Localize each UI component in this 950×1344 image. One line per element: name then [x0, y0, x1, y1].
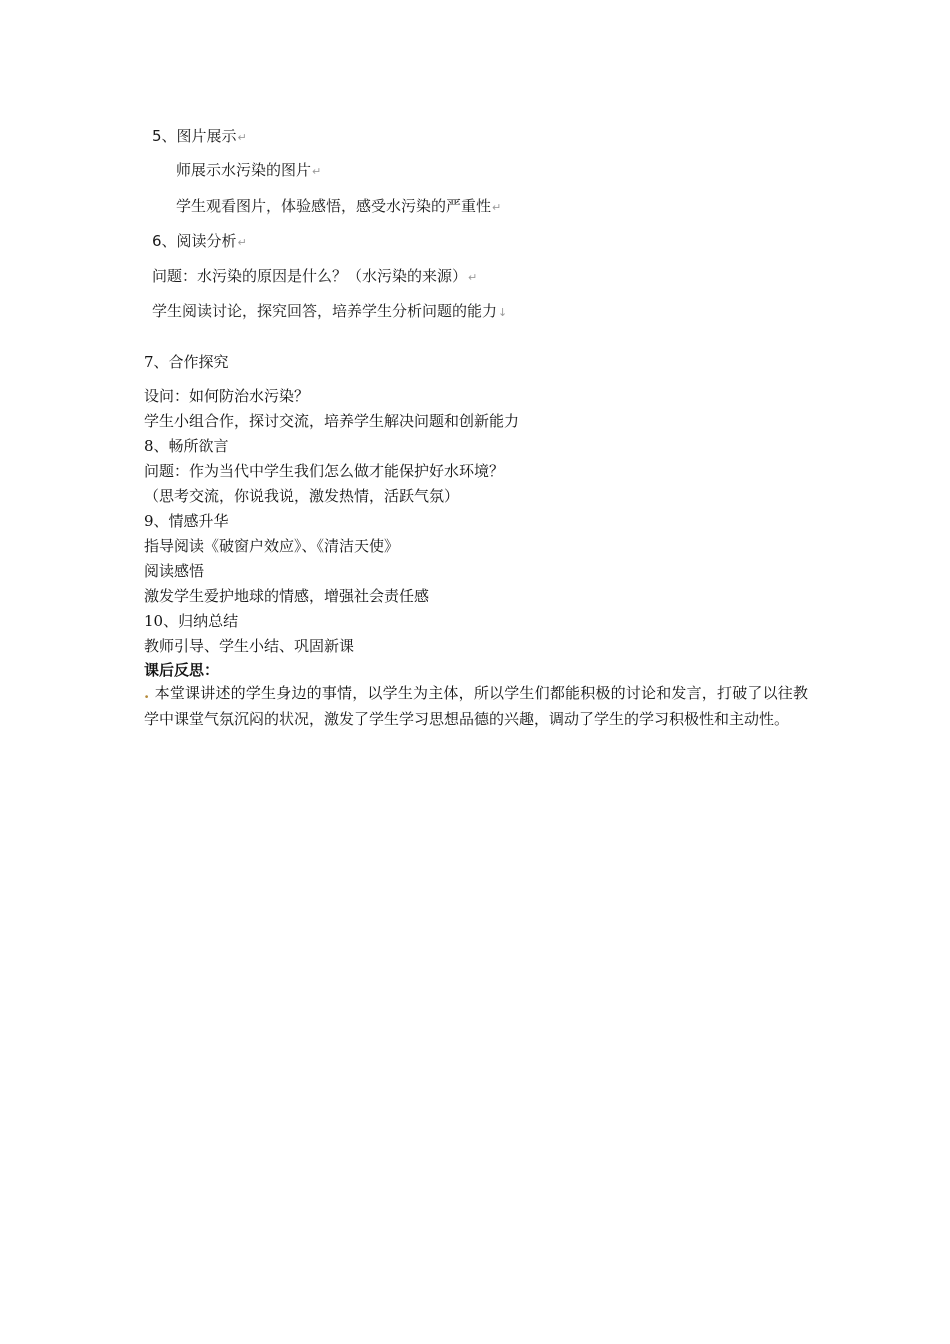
item5-line2: 学生观看图片，体验感悟，感受水污染的严重性↵: [176, 197, 502, 215]
item7-line2: 学生小组合作，探讨交流，培养学生解决问题和创新能力: [144, 412, 520, 430]
item10-title: 10、归纳总结: [144, 612, 239, 630]
reflection-title: 课后反思：: [144, 661, 220, 679]
bullet-dot-icon: .: [144, 684, 155, 702]
item6-title: 6、阅读分析↵: [152, 232, 247, 250]
reflection-paragraph: . 本堂课讲述的学生身边的事情，以学生为主体，所以学生们都能积极的讨论和发言，打破了以往教学中课堂气氛沉闷的状况，激发了学生学习思想品德的兴趣，调动了学生的学习积极性和主动性。: [144, 684, 808, 728]
item7-line1: 设问：如何防治水污染？: [144, 387, 310, 405]
item5-line1: 师展示水污染的图片↵: [176, 161, 322, 179]
item8-line2: （思考交流，你说我说，激发热情，活跃气氛）: [144, 487, 460, 505]
item9-line2: 阅读感悟: [144, 562, 205, 580]
item8-title: 8、畅所欲言: [144, 437, 229, 455]
item9-title: 9、情感升华: [144, 512, 229, 530]
item5-title: 5、图片展示↵: [152, 127, 247, 145]
item8-line1: 问题：作为当代中学生我们怎么做才能保护好水环境？: [144, 462, 505, 480]
item10-line1: 教师引导、学生小结、巩固新课: [144, 637, 355, 655]
item9-line3: 激发学生爱护地球的情感，增强社会责任感: [144, 587, 430, 605]
item7-title: 7、合作探究: [144, 353, 229, 371]
item9-line1: 指导阅读《破窗户效应》、《清洁天使》: [144, 537, 400, 555]
item6-line1: 问题：水污染的原因是什么？（水污染的来源）↵: [152, 267, 478, 285]
item6-line2: 学生阅读讨论，探究回答，培养学生分析问题的能力↓: [152, 302, 508, 320]
